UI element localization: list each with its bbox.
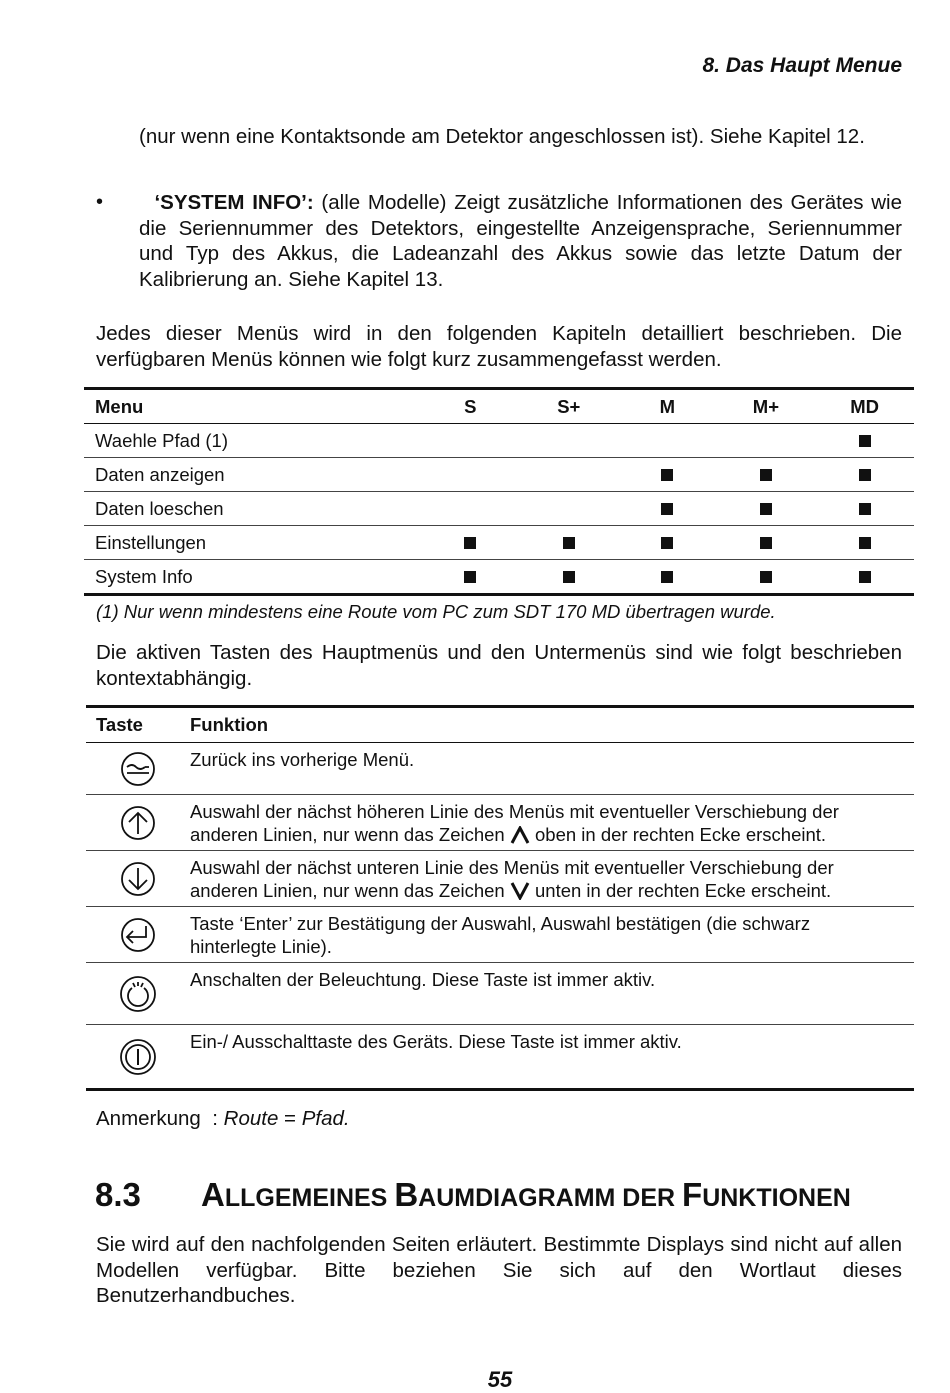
availability-cell: [519, 424, 618, 458]
keys-intro-paragraph: Die aktiven Tasten des Hauptmenüs und den Untermenüs sind wie folgt beschrieben kontextabhängig.: [96, 641, 902, 690]
key-description: Ein-/ Ausschalttaste des Geräts. Diese Taste ist immer aktiv.: [190, 1031, 682, 1052]
availability-cell: [421, 526, 519, 560]
menu-header-model: MD: [815, 389, 914, 424]
availability-cell: [421, 492, 519, 526]
availability-cell: [717, 526, 816, 560]
availability-cell: [717, 424, 816, 458]
available-square-icon: [464, 537, 476, 549]
enter-key-icon: [118, 915, 158, 955]
available-square-icon: [563, 537, 575, 549]
availability-cell: [421, 424, 519, 458]
availability-cell: [815, 424, 914, 458]
menu-header-model: S+: [519, 389, 618, 424]
availability-cell: [421, 560, 519, 595]
availability-cell: [815, 560, 914, 595]
table-row: [84, 526, 914, 560]
menu-header-model: S: [421, 389, 519, 424]
section-number: 8.3: [95, 1176, 141, 1213]
availability-cell: [618, 526, 716, 560]
table-row: [84, 458, 914, 492]
availability-cell: [815, 458, 914, 492]
table-row: [84, 560, 914, 595]
available-square-icon: [563, 571, 575, 583]
down-arrow-key-icon: [118, 859, 158, 899]
available-square-icon: [859, 537, 871, 549]
table-row: [86, 907, 914, 963]
menu-name-cell: System Info: [84, 560, 421, 595]
up-caret-icon: [510, 826, 530, 844]
menu-header-model: M+: [717, 389, 816, 424]
key-description-cont: hinterlegte Linie).: [190, 936, 332, 957]
table-row: [86, 963, 914, 1025]
power-key-icon: [118, 1037, 158, 1077]
backlight-key-icon: [118, 974, 158, 1014]
table-row: [84, 424, 914, 458]
availability-cell: [717, 492, 816, 526]
available-square-icon: [859, 435, 871, 447]
available-square-icon: [859, 571, 871, 583]
continuation-text: (nur wenn eine Kontaktsonde am Detektor angeschlossen ist). Siehe Kapitel 12.: [139, 125, 865, 148]
available-square-icon: [464, 571, 476, 583]
menu-name-cell: Waehle Pfad (1): [84, 424, 421, 458]
table-row: Auswahl der nächst unteren Linie des Menüs mit eventueller Verschiebung der anderen Linien, nur wenn das Zeichen unten in der rechten Ecke erscheint.: [86, 851, 914, 907]
keys-header-key: Taste: [86, 707, 190, 743]
table-row: Auswahl der nächst höheren Linie des Menüs mit eventueller Verschiebung der anderen Linien, nur wenn das Zeichen oben in der rechten Ecke erscheint.: [86, 795, 914, 851]
availability-cell: [421, 458, 519, 492]
bullet-text: (alle Modelle) Zeigt zusätzliche Informationen des Gerätes wie die Seriennummer des Detektors, eingestellte Anzeigensprache, Seriennummer und Typ des Akkus, die Ladeanzahl des Akkus sowie das letzte Datum der Kalibrierung an. Siehe Kapitel 13.: [139, 191, 902, 291]
key-description: Auswahl der nächst unteren Linie des Menüs mit eventueller Verschiebung der: [190, 857, 834, 878]
table-row: [84, 492, 914, 526]
available-square-icon: [760, 537, 772, 549]
up-arrow-key-icon: [118, 803, 158, 843]
section-heading: 8.3 ALLGEMEINES BAUMDIAGRAMM DER FUNKTIONEN: [95, 1176, 851, 1213]
menu-name-cell: Einstellungen: [84, 526, 421, 560]
available-square-icon: [760, 503, 772, 515]
menu-name-cell: Daten loeschen: [84, 492, 421, 526]
availability-cell: [815, 492, 914, 526]
available-square-icon: [661, 503, 673, 515]
menu-table-header: [84, 389, 914, 424]
keys-table-header: [86, 707, 914, 743]
key-description: Anschalten der Beleuchtung. Diese Taste ist immer aktiv.: [190, 969, 656, 990]
key-description: Auswahl der nächst höheren Linie des Menüs mit eventueller Verschiebung der: [190, 801, 839, 822]
system-info-bullet: [139, 190, 902, 292]
key-description: Zurück ins vorherige Menü.: [190, 749, 415, 770]
table-row: [86, 1025, 914, 1090]
availability-cell: [717, 458, 816, 492]
table-row: [86, 743, 914, 795]
availability-cell: [519, 458, 618, 492]
back-key-icon: [118, 749, 158, 789]
available-square-icon: [661, 469, 673, 481]
menu-name-cell: Daten anzeigen: [84, 458, 421, 492]
availability-cell: [618, 424, 716, 458]
menu-header-name: Menu: [84, 389, 421, 424]
availability-cell: [717, 560, 816, 595]
availability-cell: [618, 458, 716, 492]
summary-paragraph: Jedes dieser Menüs wird in den folgenden Kapiteln detailliert beschrieben. Die verfügbaren Menüs können wie folgt kurz zusammengefasst werden.: [96, 322, 902, 371]
keys-table: [86, 705, 914, 1091]
availability-cell: [815, 526, 914, 560]
page-number: 55: [487, 1367, 513, 1392]
available-square-icon: [661, 571, 673, 583]
keys-header-function: Funktion: [190, 707, 914, 743]
availability-cell: [519, 492, 618, 526]
remark: Anmerkung : Route = Pfad.: [96, 1107, 350, 1130]
menu-availability-table: [84, 387, 914, 596]
running-header: 8. Das Haupt Menue: [702, 54, 902, 77]
menu-header-model: M: [618, 389, 716, 424]
availability-cell: [519, 560, 618, 595]
available-square-icon: [859, 469, 871, 481]
available-square-icon: [760, 571, 772, 583]
availability-cell: [618, 560, 716, 595]
available-square-icon: [760, 469, 772, 481]
table-footnote: (1) Nur wenn mindestens eine Route vom PC zum SDT 170 MD übertragen wurde.: [96, 601, 776, 622]
available-square-icon: [859, 503, 871, 515]
key-description: Taste ‘Enter’ zur Bestätigung der Auswahl, Auswahl bestätigen (die schwarz: [190, 913, 811, 934]
down-caret-icon: [510, 882, 530, 900]
available-square-icon: [661, 537, 673, 549]
bullet-label: ‘SYSTEM INFO’:: [154, 191, 314, 214]
availability-cell: [618, 492, 716, 526]
section-body: Sie wird auf den nachfolgenden Seiten erläutert. Bestimmte Displays sind nicht auf allen Modellen verfügbar. Bitte beziehen Sie sich auf den Wortlaut dieses Benutzerhandbuches.: [96, 1233, 902, 1307]
availability-cell: [519, 526, 618, 560]
bullet-marker: •: [96, 191, 104, 213]
